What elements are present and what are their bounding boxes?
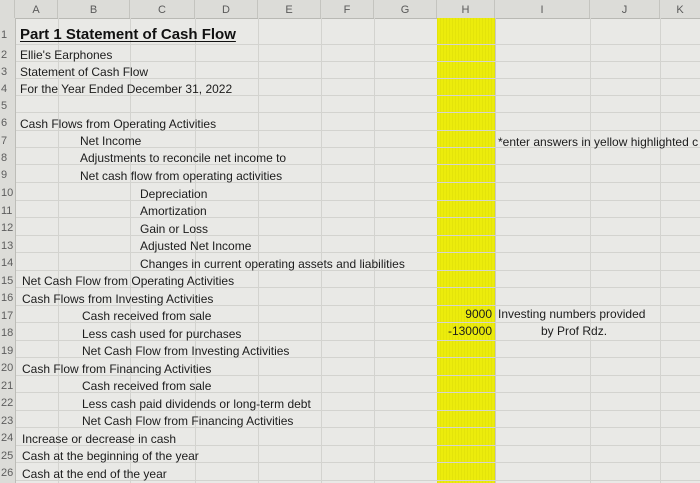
row-number[interactable]: 13 xyxy=(1,240,14,252)
depreciation-cell[interactable]: Depreciation xyxy=(140,187,208,201)
cash-end-cell[interactable]: Cash at the end of the year xyxy=(22,467,167,481)
row-number[interactable]: 2 xyxy=(1,49,8,61)
net-cash-flow-investing-cell[interactable]: Net Cash Flow from Investing Activities xyxy=(82,344,290,358)
grid-line xyxy=(590,18,591,483)
investing-received-label-cell[interactable]: Cash received from sale xyxy=(82,309,212,323)
provided-note-line1-cell[interactable]: Investing numbers provided xyxy=(498,307,646,321)
row-number[interactable]: 3 xyxy=(1,66,8,78)
column-header-k[interactable]: K xyxy=(676,4,684,16)
row-number[interactable]: 23 xyxy=(1,415,14,427)
grid-line xyxy=(495,18,496,483)
increase-decrease-cell[interactable]: Increase or decrease in cash xyxy=(22,432,177,446)
row-number[interactable]: 12 xyxy=(1,222,14,234)
column-header-a[interactable]: A xyxy=(15,0,58,18)
row-number[interactable]: 8 xyxy=(1,152,8,164)
row-number[interactable]: 4 xyxy=(1,83,8,95)
period-cell[interactable]: For the Year Ended December 31, 2022 xyxy=(20,82,233,96)
grid-line xyxy=(15,112,700,113)
row-number[interactable]: 20 xyxy=(1,362,14,374)
row-header-strip xyxy=(0,18,16,483)
column-header-i[interactable]: I xyxy=(495,0,590,18)
financing-section-cell[interactable]: Cash Flow from Financing Activities xyxy=(22,362,212,376)
row-number[interactable]: 18 xyxy=(1,327,14,339)
grid-line xyxy=(374,18,375,483)
row-number[interactable]: 7 xyxy=(1,135,8,147)
row-number[interactable]: 21 xyxy=(1,380,14,392)
column-header-g[interactable]: G xyxy=(374,0,437,18)
row-number[interactable]: 5 xyxy=(1,100,8,112)
column-header-b[interactable]: B xyxy=(58,0,130,18)
row-number[interactable]: 9 xyxy=(1,169,8,181)
row-number[interactable]: 17 xyxy=(1,310,14,322)
investing-purchases-value-cell[interactable]: -130000 xyxy=(447,324,492,338)
grid-line xyxy=(15,252,700,253)
sheet-title[interactable]: Part 1 Statement of Cash Flow xyxy=(20,26,236,43)
statement-name-cell[interactable]: Statement of Cash Flow xyxy=(20,65,149,79)
row-number[interactable]: 16 xyxy=(1,292,14,304)
cash-beginning-cell[interactable]: Cash at the beginning of the year xyxy=(22,449,199,463)
column-header-strip xyxy=(0,0,700,19)
column-header-c[interactable]: C xyxy=(130,0,195,18)
grid-line xyxy=(15,235,700,236)
row-number[interactable]: 19 xyxy=(1,345,14,357)
changes-current-cell[interactable]: Changes in current operating assets and liabilities xyxy=(140,257,405,271)
row-number[interactable]: 6 xyxy=(1,117,8,129)
financing-dividends-label-cell[interactable]: Less cash paid dividends or long-term debt xyxy=(82,397,311,411)
row-number[interactable]: 22 xyxy=(1,397,14,409)
net-cash-flow-financing-cell[interactable]: Net Cash Flow from Financing Activities xyxy=(82,414,294,428)
row-number[interactable]: 26 xyxy=(1,467,14,479)
grid-line xyxy=(15,200,700,201)
row-number[interactable]: 15 xyxy=(1,275,14,287)
column-header-j[interactable]: J xyxy=(590,0,660,18)
grid-line xyxy=(321,18,322,483)
row-number[interactable]: 14 xyxy=(1,257,14,269)
grid-line xyxy=(660,18,661,483)
net-cash-flow-operating-cell[interactable]: Net Cash Flow from Operating Activities xyxy=(22,274,235,288)
column-header-d[interactable]: D xyxy=(195,0,258,18)
company-name-cell[interactable]: Ellie's Earphones xyxy=(20,48,113,62)
adjusted-net-income-cell[interactable]: Adjusted Net Income xyxy=(140,239,252,253)
row-number[interactable]: 11 xyxy=(1,205,13,217)
investing-section-cell[interactable]: Cash Flows from Investing Activities xyxy=(22,292,214,306)
investing-received-value-cell[interactable]: 9000 xyxy=(465,307,492,321)
net-income-cell[interactable]: Net Income xyxy=(80,134,142,148)
grid-line xyxy=(15,217,700,218)
amortization-cell[interactable]: Amortization xyxy=(140,204,207,218)
gain-loss-cell[interactable]: Gain or Loss xyxy=(140,222,209,236)
net-cash-flow-ops-label-cell[interactable]: Net cash flow from operating activities xyxy=(80,169,283,183)
investing-purchases-label-cell[interactable]: Less cash used for purchases xyxy=(82,327,242,341)
select-all-corner[interactable] xyxy=(0,0,15,18)
row-number[interactable]: 10 xyxy=(1,187,14,199)
row-number[interactable]: 25 xyxy=(1,450,14,462)
grid-line xyxy=(15,61,700,62)
financing-received-label-cell[interactable]: Cash received from sale xyxy=(82,379,212,393)
column-header-f[interactable]: F xyxy=(321,0,374,18)
provided-note-line2-cell[interactable]: by Prof Rdz. xyxy=(541,324,608,338)
answer-column-highlight[interactable] xyxy=(437,18,495,483)
adjustments-cell[interactable]: Adjustments to reconcile net income to xyxy=(80,151,287,165)
instructions-note-cell[interactable]: *enter answers in yellow highlighted c xyxy=(498,135,699,149)
column-header-h[interactable]: H xyxy=(437,0,495,18)
column-header-e[interactable]: E xyxy=(258,0,321,18)
operating-section-cell[interactable]: Cash Flows from Operating Activities xyxy=(20,117,217,131)
row-number[interactable]: 24 xyxy=(1,432,14,444)
row-number[interactable]: 1 xyxy=(1,29,8,41)
